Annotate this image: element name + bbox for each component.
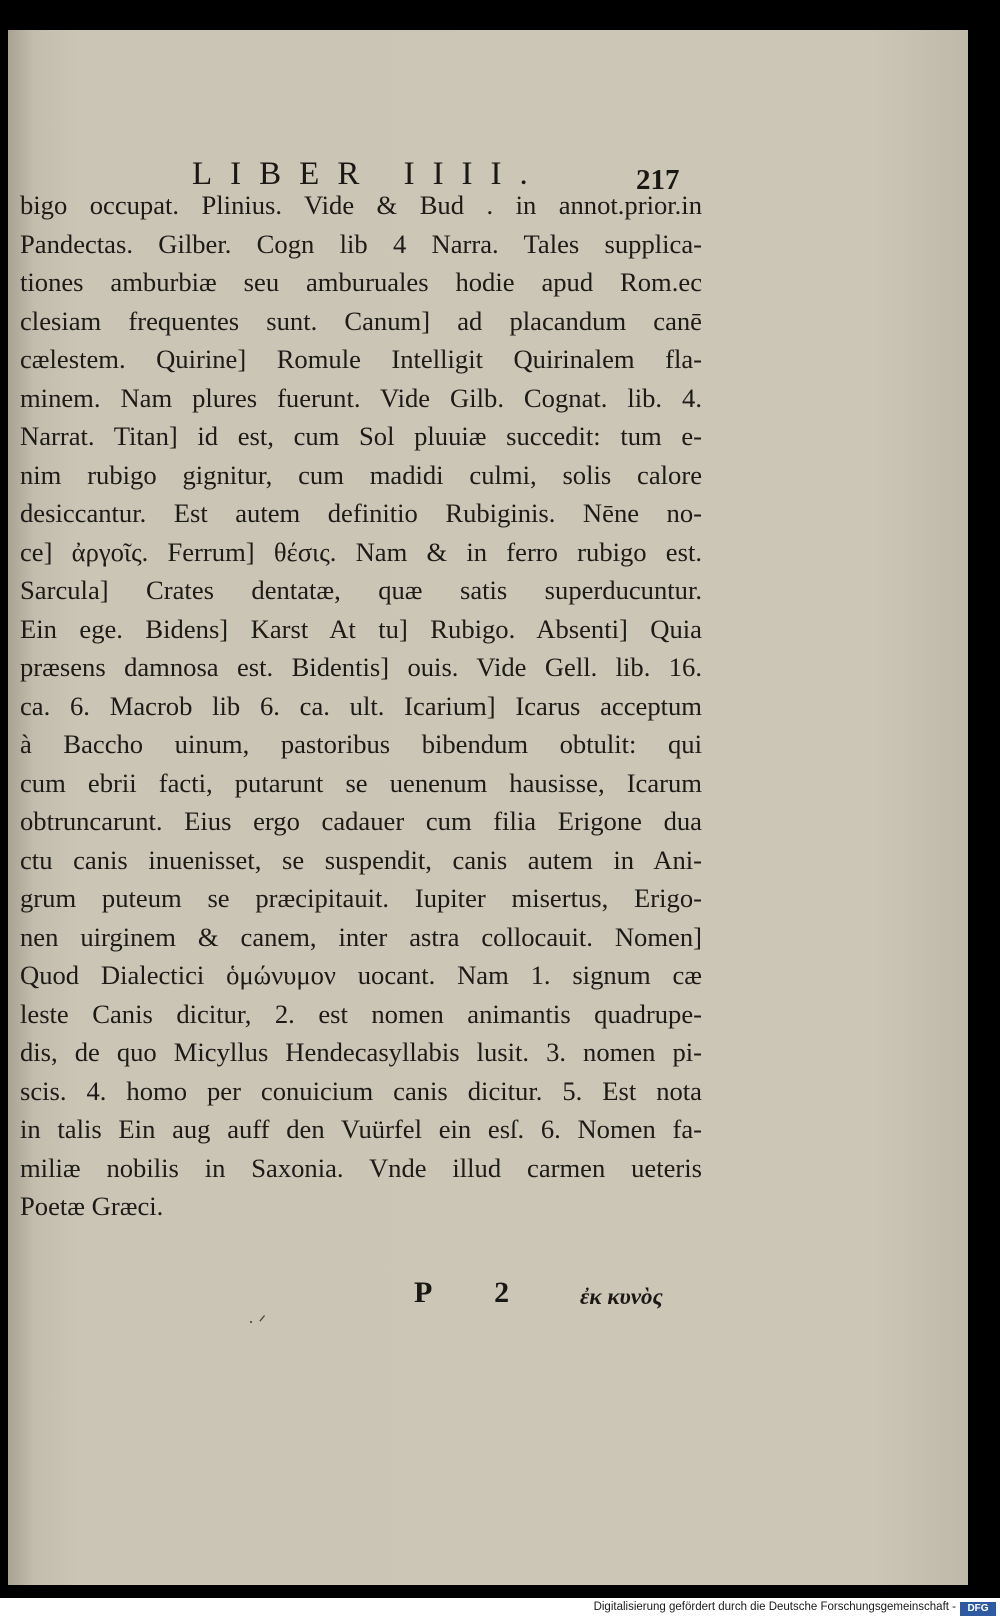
- text-line: ce] ἀργοῖς. Ferrum] θέσις. Nam & in ferro rubigo est.: [20, 536, 702, 567]
- catchword: ἐκ κυνὸς: [580, 1284, 663, 1309]
- credit-text: Digitalisierung gefördert durch die Deutsche Forschungsgemeinschaft -: [593, 1601, 956, 1613]
- text-line: præsens damnosa est. Bidentis] ouis. Vide Gell. lib. 16.: [20, 652, 702, 682]
- text-line: à Baccho uinum, pastoribus bibendum obtulit: qui: [20, 729, 702, 759]
- text-line: ctu canis inuenisset, se suspendit, canis autem in Ani-: [20, 844, 702, 875]
- text-line: bigo occupat. Plinius. Vide & Bud . in annot.prior.in: [20, 190, 702, 220]
- text-line: Quod Dialectici ὁμώνυμον uocant. Nam 1. signum cæ: [20, 960, 702, 990]
- text-line: desiccantur. Est autem definitio Rubiginis. Nēne no-: [20, 498, 702, 528]
- text-line: grum puteum se præcipitauit. Iupiter misertus, Erigo-: [20, 883, 702, 913]
- text-line: ca. 6. Macrob lib 6. ca. ult. Icarium] Icarus acceptum: [20, 690, 702, 721]
- running-title: LIBER IIII.: [192, 156, 546, 192]
- signature-mark: P 2: [414, 1276, 538, 1309]
- book-page: [8, 30, 968, 1585]
- text-line: clesiam frequentes sunt. Canum] ad placandum canē: [20, 305, 702, 336]
- text-line: tiones amburbiæ seu amburuales hodie apud Rom.ec: [20, 267, 702, 297]
- stray-mark: · ᐟ: [248, 1312, 267, 1332]
- text-line: nim rubigo gignitur, cum madidi culmi, solis calore: [20, 459, 702, 490]
- text-line: obtruncarunt. Eius ergo cadauer cum filia Erigone dua: [20, 806, 702, 836]
- text-line: minem. Nam plures fuerunt. Vide Gilb. Cognat. lib. 4.: [20, 382, 702, 413]
- text-line: miliæ nobilis in Saxonia. Vnde illud carmen ueteris: [20, 1152, 702, 1183]
- text-line: Ein ege. Bidens] Karst At tu] Rubigo. Absenti] Quia: [20, 613, 702, 644]
- page-number: 217: [636, 164, 680, 196]
- text-line: cælestem. Quirine] Romule Intelligit Quirinalem fla-: [20, 344, 702, 374]
- text-line: scis. 4. homo per conuicium canis dicitur. 5. Est nota: [20, 1075, 702, 1106]
- text-line: Pandectas. Gilber. Cogn lib 4 Narra. Tales supplica-: [20, 228, 702, 259]
- text-line: leste Canis dicitur, 2. est nomen animantis quadrupe-: [20, 998, 702, 1029]
- text-line: nen uirginem & canem, inter astra collocauit. Nomen]: [20, 921, 702, 952]
- credit-bar: [0, 1598, 1000, 1620]
- dfg-logo-icon: DFG: [960, 1602, 996, 1616]
- text-line: Sarcula] Crates dentatæ, quæ satis superducuntur.: [20, 575, 702, 605]
- text-line: in talis Ein aug auff den Vuürfel ein esſ. 6. Nomen fa-: [20, 1114, 702, 1144]
- page-footer: [8, 1272, 968, 1322]
- text-line: Narrat. Titan] id est, cum Sol pluuiæ succedit: tum e-: [20, 421, 702, 451]
- body-text: [20, 186, 702, 1226]
- text-line: dis, de quo Micyllus Hendecasyllabis lusit. 3. nomen pi-: [20, 1037, 702, 1067]
- text-line: Poetæ Græci.: [20, 1191, 164, 1221]
- text-line: cum ebrii facti, putarunt se uenenum hausisse, Icarum: [20, 767, 702, 798]
